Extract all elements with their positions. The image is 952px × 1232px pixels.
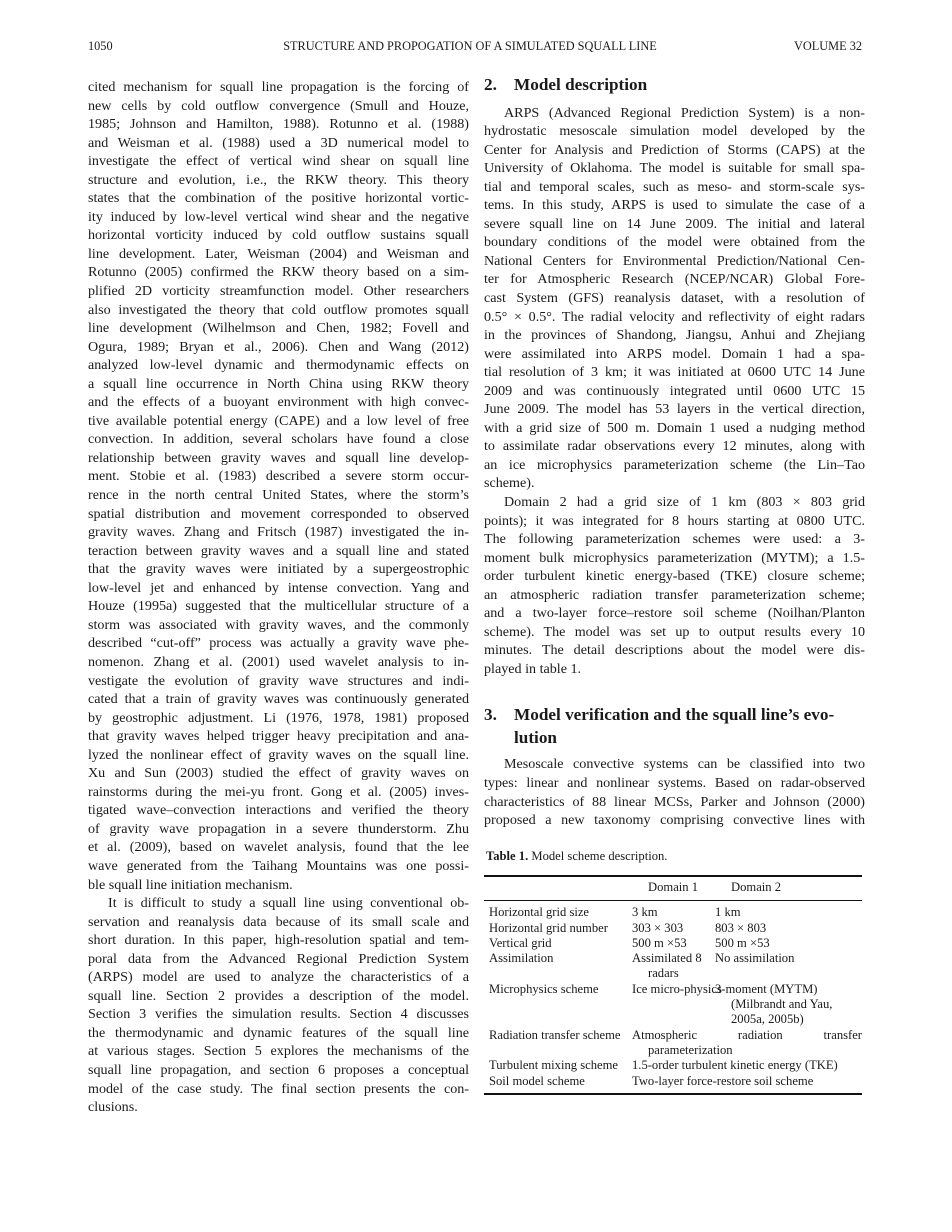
left-body <box>88 78 469 1117</box>
running-title: STRUCTURE AND PROPOGATION OF A SIMULATED SQUALL LINE <box>283 39 657 53</box>
text-line: that the gravity waves were initiated by a supergeostrophic <box>88 561 469 578</box>
text-line: a squall line occurrence in North China using RKW theory <box>88 375 469 392</box>
section-number: 2. <box>484 75 497 94</box>
text-line: at various stages. Section 5 explores the mechanisms of the <box>88 1043 469 1060</box>
table-cell: 1.5-order turbulent kinetic energy (TKE) <box>632 1058 838 1073</box>
table-cell: Assimilation <box>489 951 554 966</box>
text-line: ment. Stobie et al. (1983) described a severe storm occur- <box>88 468 469 485</box>
text-line: also investigated the theory that cold outflow promotes squall <box>88 301 469 318</box>
text-line: 0.5° × 0.5°. The radial velocity and reflectivity of eight radars <box>484 308 865 325</box>
paragraph <box>484 755 865 829</box>
text-line: proposed a new taxonomy comprising convective lines with <box>484 812 865 829</box>
section-3-heading <box>484 704 865 749</box>
text-line: Mesoscale convective systems can be classified into two <box>504 756 865 773</box>
text-line: model of the case study. The final section presents the con- <box>88 1080 469 1097</box>
section-title: Model description <box>514 75 648 94</box>
text-line: analyzed low-level dynamic and thermodynamic effects on <box>88 357 469 374</box>
table-cell: 1 km <box>715 905 741 920</box>
text-line: rainstorms during the mei-yu front. Gong et al. (2005) inves- <box>88 783 469 800</box>
text-line: low-level jet and enhanced by intense convection. Yang and <box>88 579 469 596</box>
text-line: Ogura, 1989; Bryan et al., 2006). Chen and Wang (2012) <box>88 338 469 355</box>
text-line: clusions. <box>88 1099 138 1116</box>
table-cell: 3 km <box>632 905 658 920</box>
text-line: 1985; Johnson and Hamilton, 1988). Rotunno et al. (1988) <box>88 116 469 133</box>
text-line: gravity waves. Zhang and Fritsch (1987) investigated the in- <box>88 524 469 541</box>
text-line: points); it was integrated for 8 hours starting at 0800 UTC. <box>484 512 865 529</box>
left-column <box>88 78 469 1117</box>
text-line: tems. In this study, ARPS is used to simulate the case of a <box>484 197 865 214</box>
table-row <box>484 921 862 936</box>
text-line: tial resolution of 3 km; it was initiated at 0600 UTC 14 June <box>484 364 865 381</box>
table-caption-text: Model scheme description. <box>528 849 668 863</box>
table-row <box>484 982 862 1028</box>
paragraph <box>88 894 469 1117</box>
table-cell: 803 × 803 <box>715 920 767 935</box>
text-line: Center for Analysis and Prediction of Storms (CAPS) at the <box>484 141 865 158</box>
text-line: types: linear and nonlinear systems. Based on radar-observed <box>484 775 865 791</box>
text-line: National Centers for Environmental Prediction/National Cen- <box>484 252 865 269</box>
text-line: severe squall line on 14 June 2009. The initial and lateral <box>484 215 865 232</box>
text-line: cited mechanism for squall line propagation is the forcing of <box>88 79 469 95</box>
section-number: 3. <box>484 705 497 725</box>
text-line: servation and reanalysis data because of its small scale and <box>88 913 469 930</box>
text-line: poral data from the Advanced Regional Prediction System <box>88 950 469 967</box>
table-row <box>484 1074 862 1094</box>
header-cell <box>484 876 648 901</box>
text-line: short duration. In this paper, high-resolution spatial and tem- <box>88 932 469 949</box>
table-row <box>484 1058 862 1073</box>
text-line: and the effects of a buoyant environment with high convec- <box>88 394 469 411</box>
section-title-line1: Model verification and the squall line’s evo- <box>514 705 835 725</box>
table-cell: Horizontal grid size <box>489 905 590 920</box>
text-line: by geostrophic adjustment. Li (1976, 1978, 1981) proposed <box>88 709 469 726</box>
text-line: order turbulent kinetic energy-based (TKE) closure scheme; <box>484 568 865 585</box>
text-line: described “cut-off” process was actually a gravity wave phe- <box>88 635 469 652</box>
text-line: ble squall line initiation mechanism. <box>88 876 293 893</box>
table-cell: Microphysics scheme <box>489 981 599 996</box>
text-line: to assimilate radar observations every 12 minutes, along with <box>484 438 865 455</box>
text-line: the thermodynamic and dynamic features of the squall line <box>88 1024 469 1041</box>
header-cell: Domain 1 <box>648 880 699 894</box>
text-line: and a two-layer force–restore soil scheme (Noilhan/Planton <box>484 605 865 622</box>
text-line: Domain 2 had a grid size of 1 km (803 × 803 grid <box>504 493 865 510</box>
table-row <box>484 936 862 951</box>
text-line: tial and temporal scales, such as meso- and storm-scale sys- <box>484 178 865 195</box>
text-line: minutes. The detail descriptions about the model were dis- <box>484 642 865 659</box>
text-line: of gravity wave propagation in a severe thunderstorm. Zhu <box>88 820 469 837</box>
table-cell: Vertical grid <box>489 935 552 950</box>
table-cell: Two-layer force-restore soil scheme <box>632 1073 814 1088</box>
text-line: squall line. Section 2 provides a description of the model. <box>88 987 469 1004</box>
text-line: (ARPS) model are used to analyze the characteristics of a <box>88 969 469 986</box>
section-title-line2: lution <box>514 727 557 747</box>
text-line: states that the combination of the positive horizontal vortic- <box>88 190 469 207</box>
page-number: 1050 <box>88 39 113 53</box>
table-cell: Soil model scheme <box>489 1073 585 1088</box>
text-line: cated that a train of gravity waves was continuously generated <box>88 691 469 708</box>
text-line: teraction between gravity waves and a squall line and stated <box>88 542 469 559</box>
table-cell: 303 × 303 <box>632 920 684 935</box>
section-2-body <box>484 104 865 679</box>
text-line: 2009 and was continuously integrated until 0600 UTC 15 <box>484 382 865 399</box>
text-line: played in table 1. <box>484 660 582 677</box>
text-line: an atmospheric radiation transfer parameterization scheme; <box>484 586 865 603</box>
text-line: It is difficult to study a squall line using conventional ob- <box>108 895 469 912</box>
table-header-row <box>484 876 862 901</box>
text-line: The following parameterization schemes were used: a 3- <box>484 531 865 548</box>
table-cell: 500 m ×53 <box>632 935 687 950</box>
text-line: an ice microphysics parameterization scheme (the Lin–Tao <box>484 456 865 473</box>
text-line: horizontal vorticity induced by cold outflow sustains squall <box>88 227 469 244</box>
text-line: lyzed the nonlinear effect of gravity waves on the squall line. <box>88 746 469 763</box>
text-line: relationship between gravity waves and squall line develop- <box>88 449 469 466</box>
text-line: scheme). <box>484 475 535 492</box>
text-line: ter for Atmospheric Research (NCEP/NCAR) Global Fore- <box>484 271 865 288</box>
text-line: rence in the north central United States, where the storm’s <box>88 487 469 504</box>
text-line: were assimilated into ARPS model. Domain 1 had a spa- <box>484 345 865 362</box>
table-cell: 3-moment (MYTM) (Milbrandt and Yau, 2005a, 2005b) <box>715 981 833 1027</box>
table-cell: No assimilation <box>715 951 795 966</box>
text-line: investigate the effect of vertical wind shear on squall line <box>88 153 469 170</box>
text-line: convection. In addition, several scholars have found a close <box>88 431 469 448</box>
table-cell: 500 m ×53 <box>715 935 770 950</box>
table-cell: Turbulent mixing scheme <box>489 1058 618 1073</box>
text-line: University of Oklahoma. The model is suitable for small spa- <box>484 160 865 177</box>
text-line: Houze (1995a) suggested that the multicellular structure of a <box>88 598 469 615</box>
section-2-heading <box>484 74 865 97</box>
text-line: et al. (2009), based on wavelet analysis, found that the lee <box>88 839 469 856</box>
text-line: wave generated from the Taihang Mountains was one possi- <box>88 857 469 874</box>
text-line: nomenon. Zhang et al. (2001) used wavelet analysis to in- <box>88 653 469 670</box>
text-line: characteristics of 88 linear MCSs, Parker and Johnson (2000) <box>484 793 865 810</box>
text-line: spatial distribution and movement corresponded to observed <box>88 505 469 522</box>
text-line: scheme). The model was set up to output results every 10 <box>484 623 865 640</box>
text-line: June 2009. The model has 53 layers in the vertical direction, <box>484 401 865 418</box>
text-line: tive available potential energy (CAPE) and a low level of free <box>88 412 469 429</box>
text-line: Section 3 verifies the simulation results. Section 4 discusses <box>88 1006 469 1023</box>
table-cell: Horizontal grid number <box>489 920 608 935</box>
text-line: line development. Later, Weisman (2004) and Weisman and <box>88 245 469 262</box>
text-line: with a grid size of 500 m. Domain 1 used a nudging method <box>484 419 865 436</box>
table-caption <box>486 849 667 864</box>
text-line: that gravity waves helped trigger heavy precipitation and ana- <box>88 728 469 745</box>
paragraph <box>484 493 865 678</box>
text-line: Xu and Sun (2003) studied the effect of gravity waves on <box>88 765 469 782</box>
text-line: storm was associated with gravity waves, and the commonly <box>88 616 469 633</box>
section-3-body <box>484 755 865 829</box>
table-cell: Atmospheric radiation transfer parameterization <box>632 1027 862 1057</box>
volume-label: VOLUME 32 <box>794 39 862 53</box>
right-column <box>484 74 865 830</box>
table-row <box>484 951 862 982</box>
text-line: ity induced by low-level vertical wind shear and the negative <box>88 208 469 225</box>
table-row <box>484 901 862 921</box>
text-line: structure and evolution, i.e., the RKW theory. This theory <box>88 171 469 188</box>
table-row <box>484 1028 862 1059</box>
text-line: hydrostatic mesoscale simulation model developed by the <box>484 123 865 140</box>
table-label: Table 1. <box>486 849 529 863</box>
paragraph <box>484 104 865 493</box>
text-line: in the provinces of Shandong, Jiangsu, Anhui and Zhejiang <box>484 327 865 344</box>
text-line: plified 2D vorticity streamfunction model. Other researchers <box>88 283 469 300</box>
text-line: cast System (GFS) reanalysis dataset, with a resolution of <box>484 289 865 306</box>
text-line: moment bulk microphysics parameterization (MYTM); a 1.5- <box>484 549 865 566</box>
table-cell: Assimilated 8 radars <box>632 951 702 981</box>
text-line: new cells by cold outflow convergence (Smull and Houze, <box>88 97 469 114</box>
text-line: ARPS (Advanced Regional Prediction System) is a non- <box>504 104 865 121</box>
model-scheme-table <box>484 875 862 1095</box>
paragraph <box>88 78 469 894</box>
text-line: vestigate the evolution of gravity wave structures and indi- <box>88 672 469 689</box>
text-line: tigated wave–convection interactions and verified the theory <box>88 802 469 819</box>
text-line: boundary conditions of the model were obtained from the <box>484 234 865 251</box>
table-cell: Ice micro-physics <box>632 981 722 996</box>
text-line: Rotunno (2005) confirmed the RKW theory based on a sim- <box>88 264 469 281</box>
text-line: line development (Wilhelmson and Chen, 1982; Fovell and <box>88 320 469 337</box>
header-cell: Domain 2 <box>731 880 782 894</box>
table-cell: Radiation transfer scheme <box>489 1027 621 1042</box>
text-line: and Weisman et al. (1988) used a 3D numerical model to <box>88 134 469 151</box>
text-line: squall line propagation, and section 6 proposes a conceptual <box>88 1061 469 1078</box>
